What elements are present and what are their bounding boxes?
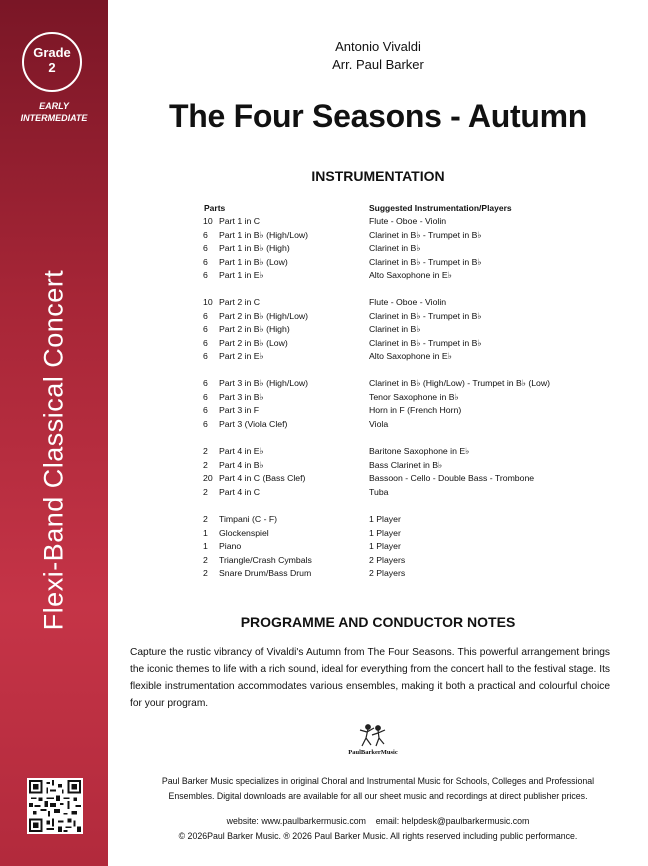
dancers-icon bbox=[360, 725, 385, 746]
instrument: Clarinet in B♭ bbox=[369, 324, 421, 334]
part-name: Part 2 in C bbox=[219, 297, 261, 307]
part-name: Snare Drum/Bass Drum bbox=[219, 568, 312, 578]
part-name: Glockenspiel bbox=[219, 527, 269, 538]
level-line-1: EARLY bbox=[39, 101, 69, 111]
instrument: Clarinet in B♭ (High/Low) - Trumpet in B♭ (Low) bbox=[369, 378, 551, 388]
grade-number: 2 bbox=[48, 60, 56, 75]
qty: 2 bbox=[203, 568, 208, 578]
instrument: 2 Players bbox=[369, 568, 406, 578]
composer-name: Antonio Vivaldi bbox=[335, 39, 421, 54]
part-name: Part 3 in F bbox=[219, 405, 260, 415]
qty: 20 bbox=[203, 473, 213, 483]
part-name: Part 1 in B♭ (High/Low) bbox=[219, 229, 309, 240]
series-title-vertical: Flexi-Band Classical Concert bbox=[38, 269, 69, 631]
instrument: Alto Saxophone in E♭ bbox=[369, 270, 452, 280]
part-name: Part 4 in E♭ bbox=[219, 446, 264, 456]
copyright-line: © 2026Paul Barker Music. ® 2026 Paul Barker Music. All rights reserved including public performance. bbox=[178, 831, 578, 841]
qty: 2 bbox=[203, 554, 208, 565]
instrument: Clarinet in B♭ - Trumpet in B♭ bbox=[369, 337, 482, 348]
qty: 6 bbox=[203, 418, 208, 429]
part-name: Triangle/Crash Cymbals bbox=[219, 554, 312, 565]
qty: 6 bbox=[203, 351, 208, 361]
part-name: Part 3 (Viola Clef) bbox=[219, 418, 288, 429]
instrument: Clarinet in B♭ bbox=[369, 243, 421, 253]
part-name: Part 2 in B♭ (High) bbox=[219, 324, 290, 334]
part-name: Part 3 in B♭ (High/Low) bbox=[219, 378, 309, 388]
qty: 6 bbox=[203, 324, 208, 334]
qty: 6 bbox=[203, 391, 208, 402]
qty: 2 bbox=[203, 514, 208, 524]
notes-body: Capture the rustic vibrancy of Vivaldi's Autumn from The Four Seasons. This powerful arrangement brings the iconic themes to life with a rich sound, ideal for everything from the concert hall to the festival stage. Its flexible instrumentation accommodates various ensembles, making it both a practical and colourful choice for your program. bbox=[130, 647, 610, 709]
qty: 6 bbox=[203, 256, 208, 267]
instrument: Bass Clarinet in B♭ bbox=[369, 459, 443, 470]
footer-line-2: Ensembles. Digital downloads are available for all our sheet music and recordings at direct publisher prices. bbox=[168, 791, 588, 801]
grade-badge bbox=[22, 32, 82, 92]
part-name: Part 2 in B♭ (High/Low) bbox=[219, 310, 309, 321]
instrument: Clarinet in B♭ - Trumpet in B♭ bbox=[369, 229, 482, 240]
qty: 2 bbox=[203, 446, 208, 456]
qty: 6 bbox=[203, 310, 208, 321]
instrument: 2 Players bbox=[369, 554, 406, 565]
instrument: Alto Saxophone in E♭ bbox=[369, 351, 452, 361]
instrument: Flute - Oboe - Violin bbox=[369, 216, 447, 226]
qty: 2 bbox=[203, 486, 208, 497]
instrument: Clarinet in B♭ - Trumpet in B♭ bbox=[369, 256, 482, 267]
part-name: Piano bbox=[219, 541, 242, 551]
qty: 6 bbox=[203, 270, 208, 280]
instrument: Horn in F (French Horn) bbox=[369, 405, 462, 415]
instrument: Clarinet in B♭ - Trumpet in B♭ bbox=[369, 310, 482, 321]
instrument: 1 Player bbox=[369, 514, 401, 524]
sidebar-band bbox=[0, 0, 108, 866]
instrument: Viola bbox=[369, 418, 389, 429]
instrument: Flute - Oboe - Violin bbox=[369, 297, 447, 307]
grade-label: Grade bbox=[33, 45, 71, 60]
footer-line-1: Paul Barker Music specializes in original Choral and Instrumental Music for Schools, Colleges and Professional bbox=[161, 776, 595, 786]
part-name: Timpani (C - F) bbox=[219, 514, 278, 524]
piece-title: The Four Seasons - Autumn bbox=[168, 98, 587, 134]
qty: 6 bbox=[203, 378, 208, 388]
qty: 10 bbox=[203, 216, 213, 226]
instrument: 1 Player bbox=[369, 527, 401, 538]
arranger-name: Arr. Paul Barker bbox=[332, 57, 424, 72]
instrument: Bassoon - Cello - Double Bass - Trombone bbox=[369, 473, 535, 483]
qty: 6 bbox=[203, 337, 208, 348]
difficulty-level bbox=[0, 100, 108, 124]
footer-contact-line: website: www.paulbarkermusic.com email: helpdesk@paulbarkermusic.com bbox=[226, 816, 530, 826]
publisher-contact bbox=[108, 814, 648, 844]
part-name: Part 4 in C bbox=[219, 486, 261, 497]
qty: 1 bbox=[203, 527, 208, 538]
notes-heading: PROGRAMME AND CONDUCTOR NOTES bbox=[240, 614, 516, 630]
instrument: Tenor Saxophone in B♭ bbox=[369, 391, 459, 402]
part-name: Part 2 in E♭ bbox=[219, 351, 264, 361]
credits bbox=[108, 38, 648, 74]
qty: 10 bbox=[203, 297, 213, 307]
instrument: 1 Player bbox=[369, 541, 401, 551]
part-name: Part 1 in B♭ (Low) bbox=[219, 256, 288, 267]
instruments-column-header: Suggested Instrumentation/Players bbox=[369, 203, 512, 213]
instrumentation-heading: INSTRUMENTATION bbox=[311, 168, 445, 184]
part-name: Part 1 in E♭ bbox=[219, 270, 264, 280]
qty: 6 bbox=[203, 243, 208, 253]
part-name: Part 3 in B♭ bbox=[219, 391, 264, 402]
qty: 2 bbox=[203, 459, 208, 470]
qty: 1 bbox=[203, 541, 208, 551]
parts-column-header: Parts bbox=[204, 203, 226, 213]
publisher-logo bbox=[338, 722, 408, 760]
part-name: Part 1 in C bbox=[219, 216, 261, 226]
publisher-description bbox=[108, 774, 648, 804]
qty: 6 bbox=[203, 405, 208, 415]
qty: 6 bbox=[203, 229, 208, 240]
logo-text: PaulBarkerMusic bbox=[348, 749, 398, 756]
part-name: Part 2 in B♭ (Low) bbox=[219, 337, 288, 348]
instrument: Baritone Saxophone in E♭ bbox=[369, 446, 470, 456]
qr-code-icon bbox=[27, 778, 83, 834]
part-name: Part 4 in B♭ bbox=[219, 459, 264, 470]
level-line-2: INTERMEDIATE bbox=[20, 113, 88, 123]
part-name: Part 1 in B♭ (High) bbox=[219, 243, 290, 253]
instrument: Tuba bbox=[369, 486, 389, 497]
part-name: Part 4 in C (Bass Clef) bbox=[219, 473, 306, 483]
